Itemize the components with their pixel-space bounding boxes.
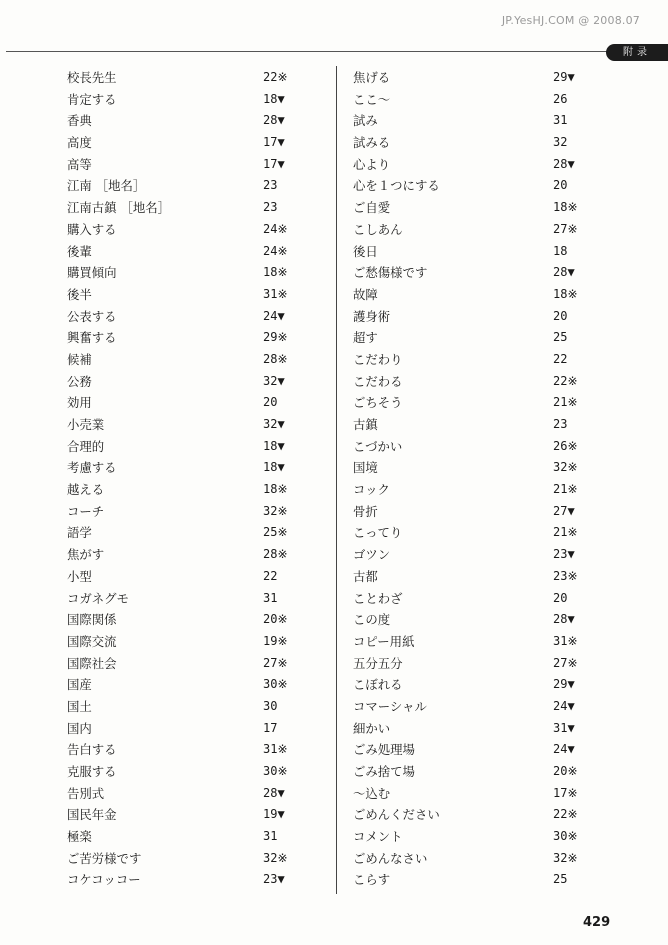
entry-term: コック bbox=[353, 482, 390, 498]
entry-term: 古都 bbox=[353, 568, 378, 584]
index-entry bbox=[353, 349, 583, 371]
entry-page-ref: 21※ bbox=[553, 525, 578, 540]
index-entry bbox=[353, 566, 583, 588]
entry-page-ref: 31※ bbox=[263, 286, 288, 301]
entry-term: ごめんなさい bbox=[353, 850, 428, 866]
entry-term: 護身術 bbox=[353, 308, 391, 324]
entry-term: 候補 bbox=[67, 351, 92, 367]
index-entry bbox=[353, 588, 583, 610]
index-entry bbox=[67, 175, 292, 197]
entry-page-ref: 30※ bbox=[263, 677, 288, 692]
entry-term: 焦がす bbox=[67, 547, 105, 563]
entry-term: 試みる bbox=[353, 135, 391, 151]
entry-term: 購入する bbox=[67, 221, 117, 237]
entry-page-ref: 31 bbox=[553, 113, 568, 128]
entry-term: 克服する bbox=[67, 764, 117, 779]
entry-page-ref: 28※ bbox=[263, 547, 288, 562]
entry-page-ref: 28▼ bbox=[263, 785, 285, 800]
entry-page-ref: 23▼ bbox=[553, 547, 575, 562]
index-entry bbox=[67, 696, 292, 718]
index-entry bbox=[67, 479, 292, 501]
column-divider bbox=[336, 66, 337, 894]
watermark: JP.YesHJ.COM @ 2008.07 bbox=[501, 14, 640, 27]
entry-term: コマーシャル bbox=[353, 698, 427, 714]
index-entry bbox=[67, 739, 292, 761]
index-entry bbox=[353, 132, 583, 154]
index-entry bbox=[353, 696, 583, 718]
entry-page-ref: 25※ bbox=[263, 525, 288, 540]
index-entry bbox=[67, 718, 292, 740]
entry-term: 試み bbox=[353, 113, 378, 129]
index-entry bbox=[353, 783, 583, 805]
entry-term: こだわり bbox=[353, 351, 403, 367]
entry-term: ご愁傷様です bbox=[353, 265, 428, 281]
entry-page-ref: 17▼ bbox=[263, 135, 285, 150]
entry-term: 国産 bbox=[67, 677, 92, 693]
entry-page-ref: 20 bbox=[553, 590, 568, 605]
entry-term: 購買傾向 bbox=[67, 265, 117, 281]
header-rule bbox=[6, 51, 616, 52]
entry-term: ことわざ bbox=[353, 590, 403, 606]
entry-term: コメント bbox=[353, 829, 403, 845]
index-entry bbox=[353, 457, 583, 479]
index-entry bbox=[67, 110, 292, 132]
entry-term: ごめんください bbox=[353, 807, 440, 823]
entry-term: 後日 bbox=[353, 243, 378, 259]
entry-page-ref: 29▼ bbox=[553, 70, 575, 84]
entry-page-ref: 17※ bbox=[553, 785, 578, 800]
entry-term: ごみ捨て場 bbox=[353, 764, 415, 779]
entry-term: 考慮する bbox=[67, 460, 117, 476]
entry-page-ref: 28▼ bbox=[553, 612, 575, 627]
index-entry bbox=[67, 544, 292, 566]
index-entry bbox=[353, 544, 583, 566]
entry-page-ref: 17▼ bbox=[263, 156, 285, 171]
index-entry bbox=[67, 327, 292, 349]
entry-term: ご苦労様です bbox=[67, 850, 142, 866]
entry-term: こしあん bbox=[353, 221, 403, 237]
entry-term: 国土 bbox=[67, 698, 92, 714]
entry-term: 江南 ［地名］ bbox=[67, 178, 146, 194]
entry-page-ref: 18▼ bbox=[263, 460, 285, 475]
entry-term: コケコッコー bbox=[67, 872, 141, 888]
entry-page-ref: 20※ bbox=[553, 764, 578, 778]
entry-page-ref: 25 bbox=[553, 330, 568, 345]
index-entry bbox=[353, 414, 583, 436]
entry-term: 効用 bbox=[67, 395, 92, 411]
index-entry bbox=[67, 132, 292, 154]
entry-page-ref: 27▼ bbox=[553, 503, 575, 518]
entry-page-ref: 31※ bbox=[263, 742, 288, 757]
entry-term: 高等 bbox=[67, 156, 92, 172]
index-entry bbox=[67, 631, 292, 653]
entry-page-ref: 26 bbox=[553, 91, 568, 106]
entry-page-ref: 32▼ bbox=[263, 373, 285, 388]
index-entry bbox=[67, 804, 292, 826]
index-entry bbox=[67, 588, 292, 610]
index-entry bbox=[67, 653, 292, 675]
index-entry bbox=[67, 89, 292, 111]
index-entry bbox=[67, 262, 292, 284]
entry-term: 超す bbox=[353, 330, 378, 346]
index-entry bbox=[353, 392, 583, 414]
index-entry bbox=[67, 566, 292, 588]
entry-page-ref: 22※ bbox=[553, 373, 578, 388]
index-entry bbox=[353, 718, 583, 740]
entry-page-ref: 31 bbox=[263, 590, 278, 605]
entry-page-ref: 19▼ bbox=[263, 807, 285, 822]
index-entry bbox=[353, 327, 583, 349]
index-entry bbox=[353, 653, 583, 675]
entry-page-ref: 20※ bbox=[263, 612, 288, 627]
index-entry bbox=[353, 110, 583, 132]
entry-term: 公表する bbox=[67, 308, 117, 324]
index-entry bbox=[353, 848, 583, 870]
entry-page-ref: 18 bbox=[553, 243, 568, 258]
entry-term: こづかい bbox=[353, 438, 403, 454]
entry-term: 故障 bbox=[353, 286, 378, 302]
entry-page-ref: 23※ bbox=[553, 568, 578, 583]
page-number: 429 bbox=[583, 915, 611, 930]
index-entry bbox=[353, 869, 583, 891]
index-entry bbox=[67, 501, 292, 523]
entry-page-ref: 32 bbox=[553, 135, 568, 150]
entry-page-ref: 26※ bbox=[553, 438, 578, 453]
entry-page-ref: 29※ bbox=[263, 330, 288, 345]
entry-term: 小型 bbox=[67, 568, 92, 584]
index-entry bbox=[67, 826, 292, 848]
entry-page-ref: 31▼ bbox=[553, 720, 575, 735]
entry-term: コピー用紙 bbox=[353, 633, 415, 649]
index-entry bbox=[67, 349, 292, 371]
entry-term: ごちそう bbox=[353, 395, 403, 411]
index-entry bbox=[353, 826, 583, 848]
index-entry bbox=[67, 761, 292, 783]
entry-page-ref: 31※ bbox=[553, 633, 578, 648]
index-entry bbox=[67, 392, 292, 414]
entry-term: 国内 bbox=[67, 720, 92, 736]
entry-term: ゴツン bbox=[353, 547, 391, 563]
entry-term: 告白する bbox=[67, 742, 117, 758]
index-entry bbox=[353, 67, 583, 89]
entry-page-ref: 22 bbox=[263, 568, 278, 583]
entry-page-ref: 23 bbox=[263, 178, 278, 193]
index-entry bbox=[67, 848, 292, 870]
entry-page-ref: 23 bbox=[263, 200, 278, 215]
entry-page-ref: 25 bbox=[553, 872, 568, 887]
entry-term: 心より bbox=[353, 156, 391, 172]
entry-page-ref: 29▼ bbox=[553, 677, 575, 692]
entry-term: 国境 bbox=[353, 460, 378, 476]
entry-term: 江南古鎮 ［地名］ bbox=[67, 200, 171, 216]
entry-term: 後半 bbox=[67, 286, 92, 302]
entry-term: 高度 bbox=[67, 135, 92, 151]
entry-term: コーチ bbox=[67, 503, 105, 519]
index-entry bbox=[67, 436, 292, 458]
index-entry bbox=[353, 241, 583, 263]
index-entry bbox=[67, 67, 292, 89]
index-entry bbox=[67, 241, 292, 263]
entry-page-ref: 18※ bbox=[263, 265, 288, 280]
index-entry bbox=[353, 89, 583, 111]
index-entry bbox=[67, 284, 292, 306]
entry-page-ref: 19※ bbox=[263, 633, 288, 648]
entry-page-ref: 20 bbox=[553, 308, 568, 323]
entry-term: 語学 bbox=[67, 525, 92, 541]
entry-term: ご自愛 bbox=[353, 200, 391, 216]
entry-page-ref: 20 bbox=[553, 178, 568, 193]
index-entry bbox=[67, 522, 292, 544]
entry-page-ref: 27※ bbox=[553, 655, 578, 670]
index-column-left bbox=[67, 67, 292, 891]
entry-page-ref: 30※ bbox=[553, 829, 578, 844]
index-entry bbox=[67, 154, 292, 176]
entry-page-ref: 24▼ bbox=[553, 698, 575, 713]
entry-page-ref: 28▼ bbox=[553, 265, 575, 280]
entry-term: こだわる bbox=[353, 373, 403, 389]
index-entry bbox=[353, 761, 583, 783]
index-entry bbox=[353, 284, 583, 306]
index-entry bbox=[353, 262, 583, 284]
entry-page-ref: 32※ bbox=[263, 503, 288, 518]
entry-page-ref: 24※ bbox=[263, 221, 288, 236]
entry-page-ref: 23▼ bbox=[263, 872, 285, 887]
index-entry bbox=[353, 804, 583, 826]
entry-page-ref: 24※ bbox=[263, 243, 288, 258]
index-entry bbox=[353, 197, 583, 219]
index-entry bbox=[353, 631, 583, 653]
entry-page-ref: 18※ bbox=[263, 482, 288, 497]
entry-page-ref: 24▼ bbox=[553, 742, 575, 757]
index-entry bbox=[353, 371, 583, 393]
entry-term: ～込む bbox=[353, 785, 391, 801]
entry-term: この度 bbox=[353, 612, 391, 628]
index-entry bbox=[67, 609, 292, 631]
entry-term: 公務 bbox=[67, 373, 92, 389]
entry-term: 国際交流 bbox=[67, 633, 117, 649]
entry-term: 古鎮 bbox=[353, 417, 378, 432]
index-entry bbox=[353, 522, 583, 544]
entry-page-ref: 28▼ bbox=[553, 156, 575, 171]
index-entry bbox=[353, 175, 583, 197]
entry-term: 極楽 bbox=[67, 829, 92, 845]
entry-page-ref: 18※ bbox=[553, 286, 578, 301]
entry-page-ref: 27※ bbox=[263, 655, 288, 670]
entry-term: 細かい bbox=[353, 720, 391, 736]
index-entry bbox=[67, 414, 292, 436]
index-entry bbox=[353, 609, 583, 631]
entry-term: 興奮する bbox=[67, 330, 117, 346]
entry-page-ref: 28※ bbox=[263, 351, 288, 366]
entry-page-ref: 23 bbox=[553, 417, 568, 431]
entry-page-ref: 17 bbox=[263, 720, 278, 735]
entry-page-ref: 22 bbox=[553, 351, 568, 366]
entry-term: 骨折 bbox=[353, 503, 378, 519]
entry-term: 香典 bbox=[67, 113, 92, 129]
index-entry bbox=[353, 739, 583, 761]
entry-term: 国民年金 bbox=[67, 807, 117, 823]
entry-page-ref: 21※ bbox=[553, 482, 578, 497]
entry-term: 五分五分 bbox=[353, 655, 403, 671]
index-column-right bbox=[353, 67, 583, 891]
entry-term: こらす bbox=[353, 872, 391, 888]
entry-term: 告別式 bbox=[67, 785, 105, 801]
entry-term: 越える bbox=[67, 482, 105, 498]
entry-page-ref: 18※ bbox=[553, 200, 578, 215]
entry-page-ref: 30※ bbox=[263, 764, 288, 778]
index-entry bbox=[67, 783, 292, 805]
entry-page-ref: 32※ bbox=[263, 850, 288, 865]
entry-page-ref: 24▼ bbox=[263, 308, 285, 323]
index-entry bbox=[353, 154, 583, 176]
entry-term: ごみ処理場 bbox=[353, 742, 415, 758]
entry-term: こってり bbox=[353, 525, 403, 541]
entry-term: 合理的 bbox=[67, 438, 105, 454]
entry-term: 国際社会 bbox=[67, 655, 117, 671]
index-entry bbox=[67, 197, 292, 219]
index-entry bbox=[67, 219, 292, 241]
entry-term: こぼれる bbox=[353, 677, 403, 693]
index-entry bbox=[67, 371, 292, 393]
entry-page-ref: 32※ bbox=[553, 460, 578, 475]
entry-page-ref: 18▼ bbox=[263, 91, 285, 106]
entry-term: 後輩 bbox=[67, 243, 92, 259]
entry-page-ref: 18▼ bbox=[263, 438, 285, 453]
entry-page-ref: 30 bbox=[263, 698, 278, 713]
entry-page-ref: 28▼ bbox=[263, 113, 285, 128]
index-entry bbox=[67, 674, 292, 696]
index-entry bbox=[353, 436, 583, 458]
entry-term: 国際関係 bbox=[67, 612, 117, 628]
entry-page-ref: 32▼ bbox=[263, 417, 285, 431]
entry-term: 肯定する bbox=[67, 91, 117, 107]
entry-page-ref: 20 bbox=[263, 395, 278, 410]
entry-term: 焦げる bbox=[353, 70, 391, 85]
index-entry bbox=[353, 479, 583, 501]
entry-page-ref: 22※ bbox=[263, 70, 288, 84]
entry-page-ref: 31 bbox=[263, 829, 278, 844]
index-entry bbox=[353, 674, 583, 696]
index-entry bbox=[67, 869, 292, 891]
entry-page-ref: 27※ bbox=[553, 221, 578, 236]
index-entry bbox=[353, 219, 583, 241]
entry-term: ここ～ bbox=[353, 91, 391, 107]
entry-term: 小売業 bbox=[67, 417, 105, 432]
entry-page-ref: 32※ bbox=[553, 850, 578, 865]
index-entry bbox=[353, 501, 583, 523]
entry-page-ref: 21※ bbox=[553, 395, 578, 410]
index-entry bbox=[353, 306, 583, 328]
index-entry bbox=[67, 306, 292, 328]
entry-term: コガネグモ bbox=[67, 590, 129, 606]
entry-term: 校長先生 bbox=[67, 70, 117, 85]
section-tab: 附录 bbox=[606, 44, 668, 61]
entry-page-ref: 22※ bbox=[553, 807, 578, 822]
entry-term: 心を１つにする bbox=[353, 178, 440, 194]
index-entry bbox=[67, 457, 292, 479]
